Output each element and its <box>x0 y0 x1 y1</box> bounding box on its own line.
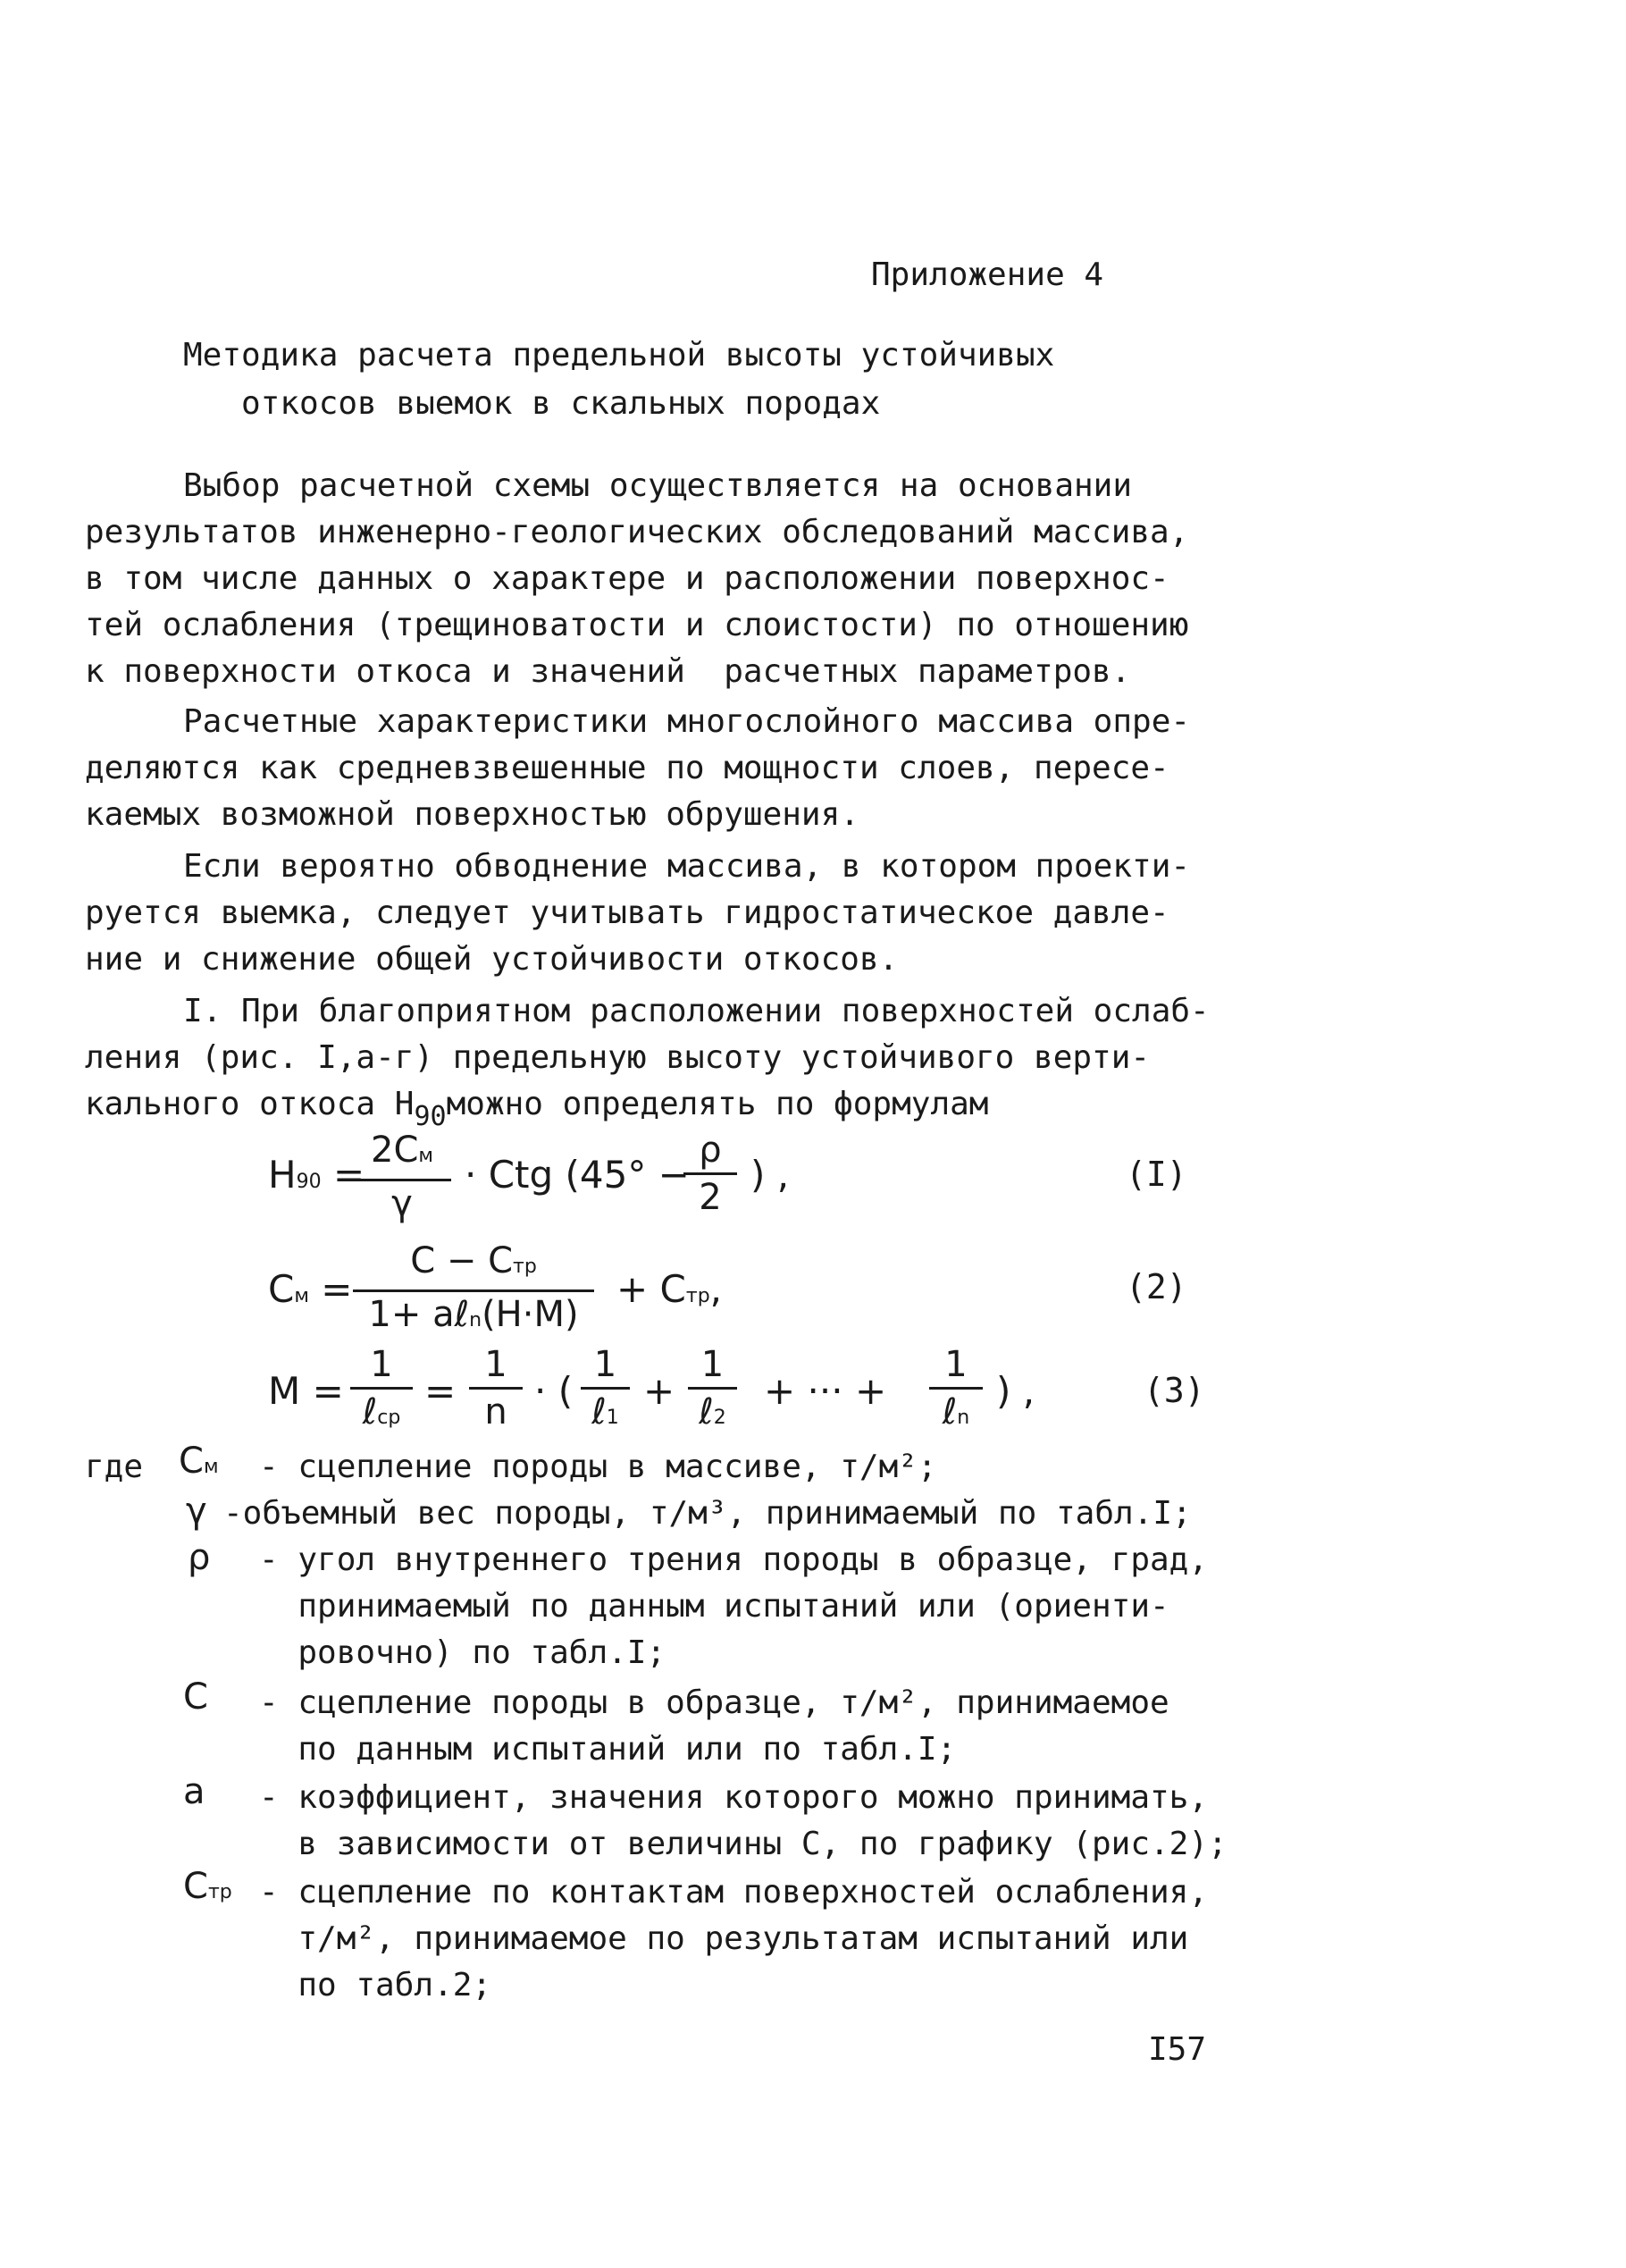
eq3-fraction-1: 1 ℓср <box>350 1344 413 1439</box>
definition-symbol: ρ <box>188 1537 211 1578</box>
eq3-number: (3) <box>1144 1371 1205 1410</box>
definition-symbol: Cтр <box>183 1866 232 1907</box>
paragraph-1-line-2: результатов инженерно-геологических обследований массива, <box>85 514 1189 550</box>
definition-text: - сцепление породы в образце, т/м², принимаемое <box>259 1684 1169 1721</box>
definition-text: по табл.2; <box>259 1967 492 2003</box>
eq3-fraction-2: 1 n <box>469 1344 523 1432</box>
paragraph-4-line-3: кального откоса $H_{90}можно$ определять по формулам <box>85 1086 989 1132</box>
eq1-rho-fraction: ρ 2 <box>683 1130 737 1218</box>
paragraph-3-line-2: руется выемка, следует учитывать гидростатическое давле- <box>85 895 1169 931</box>
appendix-label: Приложение 4 <box>871 256 1104 293</box>
eq1-lhs: H90 = <box>268 1153 365 1197</box>
definition-text: принимаемый по данным испытаний или (ориенти- <box>259 1588 1169 1625</box>
definition-symbol: C <box>183 1676 208 1718</box>
eq1-end: ) , <box>750 1153 790 1197</box>
eq1-middle: · Ctg (45° − <box>465 1153 690 1197</box>
eq2-number: (2) <box>1126 1267 1187 1306</box>
definition-symbol: γ <box>186 1491 207 1532</box>
eq3-dot: · ( <box>534 1369 574 1413</box>
eq2-fraction: C − Cтр 1+ aℓn(H·M) <box>353 1240 594 1341</box>
title-line-2: откосов выемок в скальных породах <box>241 385 881 422</box>
definition-symbol: a <box>183 1771 205 1812</box>
definition-text: по данным испытаний или по табл.I; <box>259 1731 957 1768</box>
paragraph-3-line-1: Если вероятно обводнение массива, в котором проекти- <box>183 848 1191 885</box>
eq3-fraction-4: 1 ℓ2 <box>688 1344 737 1439</box>
eq2-rhs: + Cтр, <box>616 1267 723 1311</box>
eq3-end: ) , <box>996 1369 1035 1413</box>
eq3-plus: + <box>643 1369 675 1413</box>
paragraph-4-line-1: I. При благоприятном расположении поверхностей ослаб- <box>183 993 1210 1029</box>
definition-text: -объемный вес породы, т/м³, принимаемый по табл.I; <box>223 1495 1192 1532</box>
paragraph-1-line-1: Выбор расчетной схемы осуществляется на основании <box>183 467 1133 504</box>
eq2-lhs: Cм = <box>268 1267 353 1311</box>
paragraph-4-line-2: ления (рис. I,а-г) предельную высоту устойчивого верти- <box>85 1039 1151 1076</box>
definition-text: ровочно) по табл.I; <box>259 1634 666 1671</box>
definition-text: - коэффициент, значения которого можно принимать, <box>259 1779 1209 1816</box>
paragraph-2-line-2: деляются как средневзвешенные по мощности слоев, пересе- <box>85 750 1169 786</box>
definition-text: - угол внутреннего трения породы в образце, град, <box>259 1541 1209 1578</box>
definition-symbol: Cм <box>179 1441 219 1482</box>
eq3-lhs: M = <box>268 1369 344 1413</box>
definition-text: в зависимости от величины C, по графику (рис.2); <box>259 1826 1228 1862</box>
definition-text: - сцепление по контактам поверхностей ослабления, <box>259 1874 1209 1911</box>
title-line-1: Методика расчета предельной высоты устойчивых <box>183 337 1055 374</box>
eq1-fraction: 2Cм γ <box>353 1130 451 1224</box>
eq3-fraction-5: 1 ℓn <box>929 1344 983 1439</box>
definition-text: т/м², принимаемое по результатам испытаний или <box>259 1920 1189 1957</box>
paragraph-1-line-3: в том числе данных о характере и расположении поверхнос- <box>85 560 1169 597</box>
eq3-dots: + ··· + <box>764 1369 887 1413</box>
paragraph-2-line-3: каемых возможной поверхностью обрушения. <box>85 796 859 833</box>
paragraph-1-line-5: к поверхности откоса и значений расчетных параметров. <box>85 653 1131 690</box>
paragraph-3-line-3: ние и снижение общей устойчивости откосов. <box>85 941 899 978</box>
paragraph-1-line-4: тей ослабления (трещиноватости и слоистости) по отношению <box>85 607 1189 643</box>
definition-text: - сцепление породы в массиве, т/м²; <box>259 1449 937 1485</box>
eq1-number: (I) <box>1126 1155 1187 1194</box>
paragraph-2-line-1: Расчетные характеристики многослойного массива опре- <box>183 703 1191 740</box>
eq3-equals: = <box>424 1369 457 1413</box>
eq3-fraction-3: 1 ℓ1 <box>581 1344 630 1439</box>
where-word: где <box>85 1449 144 1485</box>
page-number: I57 <box>1148 2031 1207 2068</box>
